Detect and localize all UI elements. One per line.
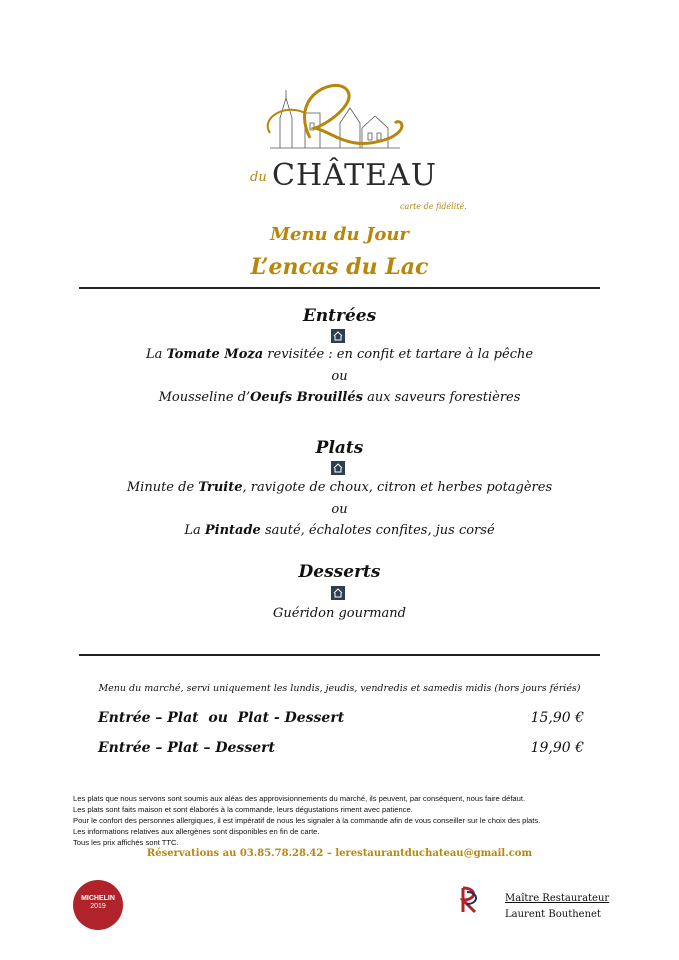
maitre-name: Laurent Bouthenet <box>505 909 601 920</box>
dish-entree-2: Mousseline d’Oeufs Brouillés aux saveurs forestières <box>158 390 521 405</box>
price-value: 19,90 € <box>530 740 584 756</box>
price-value: 15,90 € <box>530 710 584 726</box>
maitre-restaurateur-icon <box>455 884 485 924</box>
price-label: Entrée – Plat ou Plat - Dessert <box>98 710 345 726</box>
menu-subtitle: L’encas du Lac <box>250 254 429 280</box>
legal-text <box>73 793 633 848</box>
house-icon <box>331 329 345 343</box>
legal-line: Pour le confort des personnes allergiques, il est impératif de nous les signaler à la commande afin de vous conseiller sur le choix des plats. <box>73 816 541 825</box>
menu-note: Menu du marché, servi uniquement les lundis, jeudis, vendredis et samedis midis (hors jours fériés) <box>98 683 581 694</box>
section-title-plats: Plats <box>315 438 364 458</box>
separator-or: ou <box>331 502 348 517</box>
logo-tagline: carte de fidélité. <box>400 202 467 211</box>
legal-line: Les plats sont faits maison et sont élaborés à la commande, leurs dégustations riment avec patience. <box>73 805 413 814</box>
logo-script: du <box>250 170 267 185</box>
legal-line: Les informations relatives aux allergènes sont disponibles en fin de carte. <box>73 827 320 836</box>
price-row <box>98 740 584 756</box>
dish-dessert-1: Guéridon gourmand <box>273 606 406 621</box>
maitre-restaurateur-logo <box>455 884 485 924</box>
house-icon <box>331 461 345 475</box>
legal-line: Les plats que nous servons sont soumis aux aléas des approvisionnements du marché, ils peuvent, par conséquent, nous faire défaut. <box>73 794 526 803</box>
divider-top <box>79 287 600 289</box>
chateau-logo <box>250 78 480 218</box>
dish-entree-1: La Tomate Moza revisitée : en confit et tartare à la pêche <box>145 347 534 362</box>
price-row <box>98 710 584 726</box>
section-title-desserts: Desserts <box>298 562 381 582</box>
menu-title: Menu du Jour <box>270 224 409 245</box>
divider-bottom <box>79 654 600 656</box>
logo-name: CHÂTEAU <box>272 158 437 193</box>
dish-plat-1: Minute de Truite, ravigote de choux, citron et herbes potagères <box>126 480 553 495</box>
section-title-entrees: Entrées <box>302 306 377 326</box>
michelin-year: 2019 <box>90 903 106 910</box>
michelin-label: MICHELIN <box>81 895 115 902</box>
reservations-line: Réservations au 03.85.78.28.42 – lerestaurantduchateau@gmail.com <box>146 848 533 859</box>
michelin-badge <box>73 880 123 930</box>
legal-line: Tous les prix affichés sont TTC. <box>73 838 179 847</box>
separator-or: ou <box>331 369 348 384</box>
house-icon <box>331 586 345 600</box>
dish-plat-2: La Pintade sauté, échalotes confites, jus corsé <box>184 523 495 538</box>
price-label: Entrée – Plat – Dessert <box>98 740 275 756</box>
chateau-sketch-icon <box>250 78 480 218</box>
maitre-title: Maître Restaurateur <box>505 893 610 904</box>
maitre-restaurateur-block <box>505 891 609 923</box>
